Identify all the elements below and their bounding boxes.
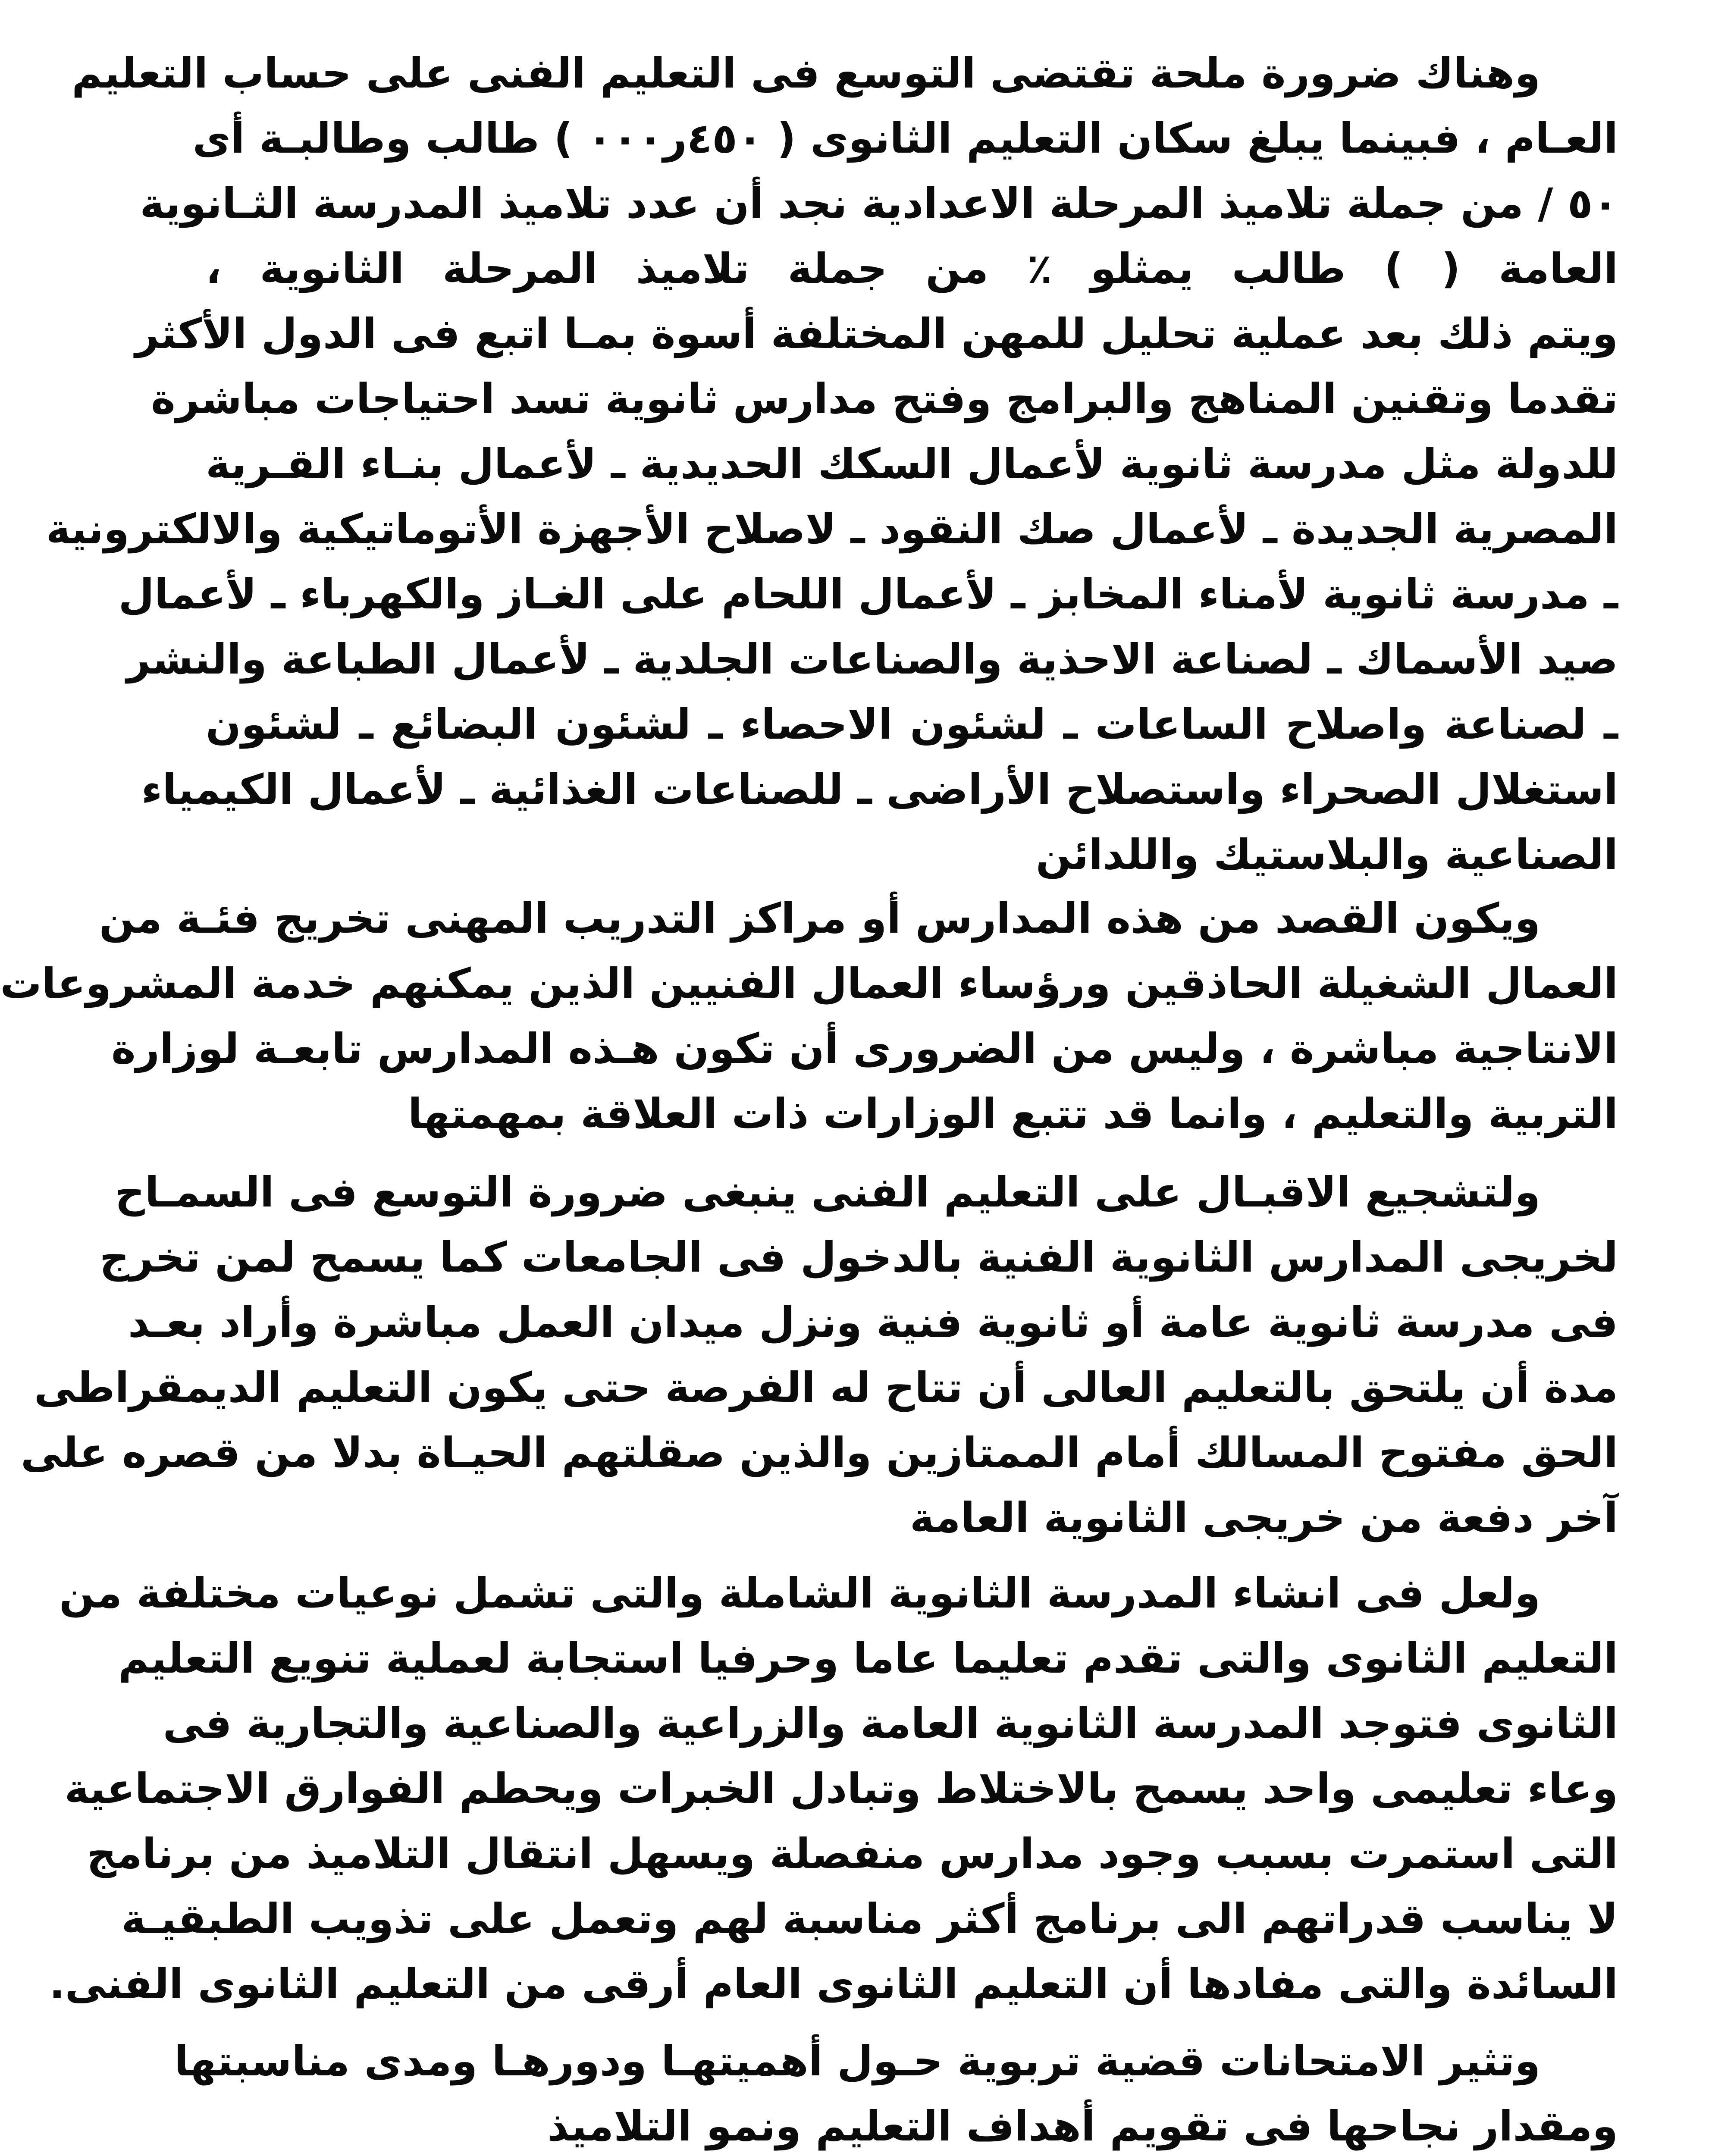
text-line: لخريجى المدارس الثانوية الفنية بالدخول فى الجامعات كما يسمح لمن تخرج [99,1233,1618,1282]
text-line: آخر دفعة من خريجى الثانوية العامة [909,1494,1618,1542]
text-line: الصناعية والبلاستيك واللدائن [1035,830,1618,879]
text-line: تقدما وتقنين المناهج والبرامج وفتح مدارس ثانوية تسد احتياجات مباشرة [151,375,1618,423]
text-line: وتثير الامتحانات قضية تربوية حـول أهميتهـا ودورهـا ومدى مناسبتها [174,2037,1540,2085]
text-line: ومقدار نجاحها فى تقويم أهداف التعليم ونمو التلاميذ [547,2102,1618,2150]
text-line: ولتشجيع الاقبـال على التعليم الفنى ينبغى ضرورة التوسع فى السمـاح [115,1168,1540,1216]
text-line: مدة أن يلتحق بالتعليم العالى أن تتاح له الفرصة حتى يكون التعليم الديمقراطى [34,1363,1618,1412]
text-line: العامة ( ) طالب يمثلو ٪ من جملة تلاميذ المرحلة الثانوية ، [206,244,1618,293]
text-line: العـام ، فبينما يبلغ سكان التعليم الثانوى ( ٤٥٠ر٠٠٠ ) طالب وطالبـة أى [192,114,1618,163]
text-line: ويكون القصد من هذه المدارس أو مراكز التدريب المهنى تخريج فئـة من [99,894,1540,943]
paragraph-3 [20,1160,1618,1551]
paragraph-1 [46,41,1618,887]
text-line: التى استمرت بسبب وجود مدارس منفصلة ويسهل انتقال التلاميذ من برنامج [86,1830,1618,1878]
text-line: وهناك ضرورة ملحة تقتضى التوسع فى التعليم الفنى على حساب التعليم [72,49,1540,97]
text-line: الانتاجية مباشرة ، وليس من الضرورى أن تكون هـذه المدارس تابعـة لوزارة [111,1025,1618,1073]
text-line: ٥٠ / من جملة تلاميذ المرحلة الاعدادية نجد أن عدد تلاميذ المدرسة الثـانوية [140,179,1618,228]
text-line: الثانوى فتوجد المدرسة الثانوية العامة والزراعية والصناعية والتجارية فى [163,1699,1618,1748]
text-line: ـ لصناعة واصلاح الساعات ـ لشئون الاحصاء ـ لشئون البضائع ـ لشئون [206,700,1618,749]
text-line: العمال الشغيلة الحاذقين ورؤساء العمال الفنيين الذين يمكنهم خدمة المشروعات [0,959,1618,1008]
paragraph-2 [0,886,1618,1147]
text-line: فى مدرسة ثانوية عامة أو ثانوية فنية ونزل ميدان العمل مباشرة وأراد بعـد [128,1298,1618,1347]
text-line: ويتم ذلك بعد عملية تحليل للمهن المختلفة أسوة بمـا اتبع فى الدول الأكثر [135,310,1618,358]
text-line: صيد الأسماك ـ لصناعة الاحذية والصناعات الجلدية ـ لأعمال الطباعة والنشر [126,635,1618,683]
text-line: المصرية الجديدة ـ لأعمال صك النقود ـ لاصلاح الأجهزة الأتوماتيكية والالكترونية [46,505,1618,553]
text-line: استغلال الصحراء واستصلاح الأراضى ـ للصناعات الغذائية ـ لأعمال الكيمياء [141,765,1618,814]
paragraph-5 [174,2029,1618,2156]
text-line: لا يناسب قدراتهم الى برنامج أكثر مناسبة لهم وتعمل على تذويب الطبقيـة [121,1895,1618,1943]
text-line: السائدة والتى مفادها أن التعليم الثانوى العام أرقى من التعليم الثانوى الفنى. [49,1960,1618,2008]
text-line: للدولة مثل مدرسة ثانوية لأعمال السكك الحديدية ـ لأعمال بنـاء القـرية [206,440,1618,488]
text-line: التربية والتعليم ، وانما قد تتبع الوزارات ذات العلاقة بمهمتها [408,1090,1618,1138]
text-line: وعاء تعليمى واحد يسمح بالاختلاط وتبادل الخبرات ويحطم الفوارق الاجتماعية [64,1764,1618,1813]
paragraph-4 [49,1561,1618,2017]
text-line: ـ مدرسة ثانوية لأمناء المخابز ـ لأعمال اللحام على الغـاز والكهرباء ـ لأعمال [118,570,1618,618]
text-line: الحق مفتوح المسالك أمام الممتازين والذين صقلتهم الحيـاة بدلا من قصره على [20,1429,1618,1477]
text-line: ولعل فى انشاء المدرسة الثانوية الشاملة والتى تشمل نوعيات مختلفة من [59,1569,1540,1617]
text-line: التعليم الثانوى والتى تقدم تعليما عاما وحرفيا استجابة لعملية تنويع التعليم [118,1634,1618,1683]
